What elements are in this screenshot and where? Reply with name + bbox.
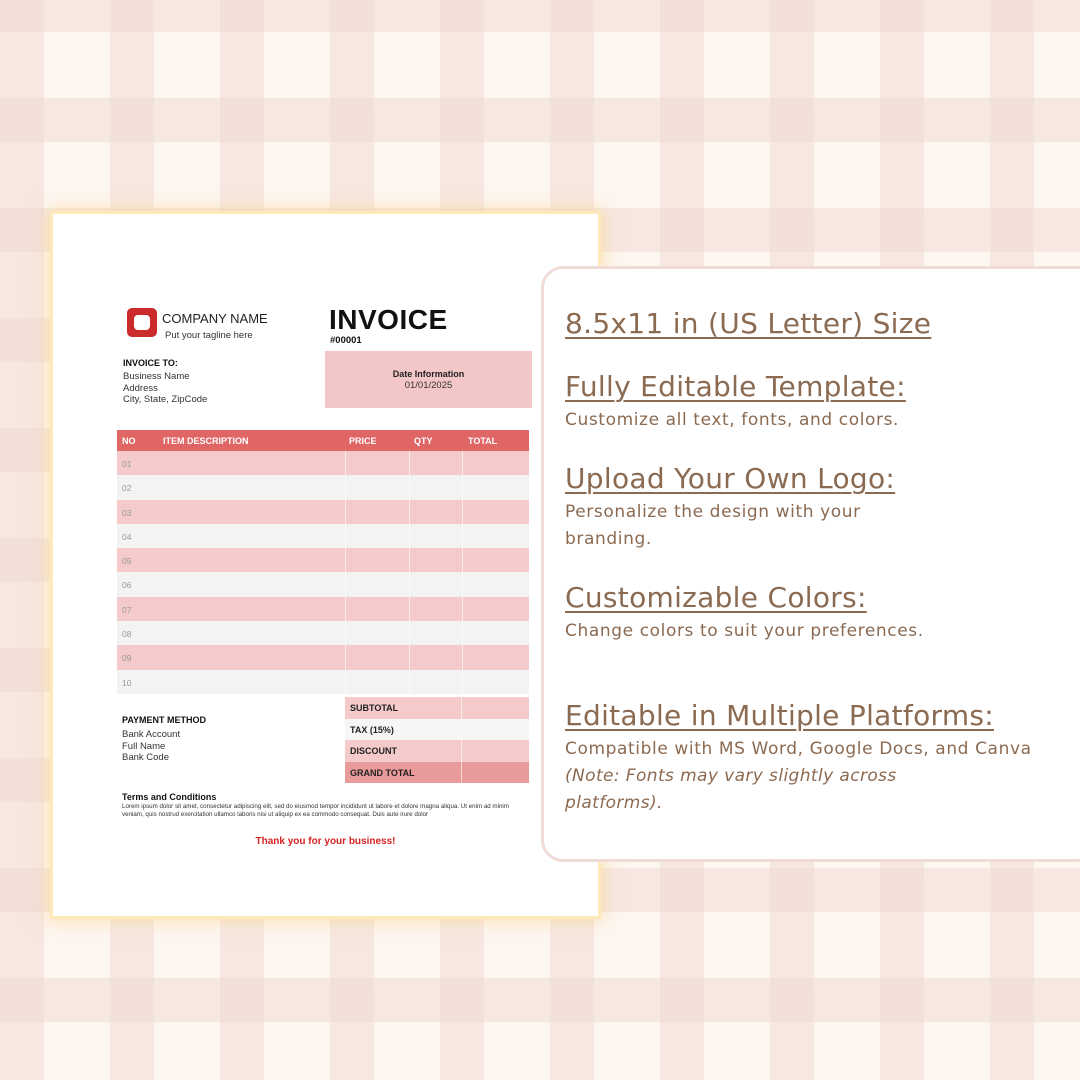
feature-logo-title: Upload Your Own Logo: xyxy=(565,462,896,495)
table-row xyxy=(117,572,529,596)
row-number: 05 xyxy=(122,556,132,567)
terms-label: Terms and Conditions xyxy=(122,792,217,802)
table-row xyxy=(117,621,529,645)
table-row xyxy=(117,500,529,524)
payment-method-label: PAYMENT METHOD xyxy=(122,715,207,725)
feature-size xyxy=(565,307,1075,341)
grand-total-row xyxy=(345,762,529,784)
table-row xyxy=(117,451,529,475)
feature-platforms-title: Editable in Multiple Platforms: xyxy=(565,699,995,732)
company-logo-icon xyxy=(127,308,157,337)
table-row xyxy=(117,597,529,621)
grand-total-label: GRAND TOTAL xyxy=(350,767,415,778)
table-row xyxy=(117,548,529,572)
col-qty: QTY xyxy=(414,436,433,446)
row-number: 10 xyxy=(122,677,132,688)
payment-full-name: Full Name xyxy=(122,741,166,752)
feature-logo-desc: Personalize the design with your branding. xyxy=(565,502,861,549)
items-table xyxy=(117,430,529,694)
invoice-template-preview xyxy=(53,214,598,916)
features-card xyxy=(541,266,1080,862)
table-row xyxy=(117,475,529,499)
row-number: 06 xyxy=(122,580,132,591)
invoice-to-business: Business Name xyxy=(123,371,190,382)
feature-colors-title: Customizable Colors: xyxy=(565,581,867,614)
table-row xyxy=(117,645,529,669)
invoice-number: #00001 xyxy=(330,335,362,346)
col-item-description: ITEM DESCRIPTION xyxy=(163,436,249,446)
discount-row xyxy=(345,740,529,762)
terms-text: Lorem ipsum dolor sit amet, consectetur adipiscing elit, sed do eiusmod tempor incididunt ut labore et dolore magna aliqua. Ut enim ad minim veniam, quis nostrud exercitation ullamco laboris nisi ut aliquip ex ea commodo consequat. Duis aute irure dolor xyxy=(122,803,509,819)
date-information-box xyxy=(325,351,532,408)
col-total: TOTAL xyxy=(468,436,498,446)
row-number: 07 xyxy=(122,604,132,615)
row-number: 01 xyxy=(122,459,132,469)
feature-logo xyxy=(565,462,1075,553)
invoice-to-address: Address xyxy=(123,383,158,394)
invoice-title: INVOICE xyxy=(329,304,448,335)
feature-editable-title: Fully Editable Template: xyxy=(565,370,906,403)
row-number: 09 xyxy=(122,653,132,664)
subtotal-row xyxy=(345,697,529,719)
company-tagline: Put your tagline here xyxy=(165,330,253,341)
feature-platforms-desc: Compatible with MS Word, Google Docs, and Canva xyxy=(565,739,1032,759)
row-number: 04 xyxy=(122,531,132,542)
discount-label: DISCOUNT xyxy=(350,746,397,756)
subtotal-label: SUBTOTAL xyxy=(350,703,399,713)
feature-platforms-note: (Note: Fonts may vary slightly across platforms). xyxy=(565,766,897,813)
invoice-to-city: City, State, ZipCode xyxy=(123,394,208,405)
table-header xyxy=(117,430,529,451)
feature-editable xyxy=(565,370,1075,434)
payment-bank-code: Bank Code xyxy=(122,752,170,763)
col-price: PRICE xyxy=(349,436,377,446)
company-name: COMPANY NAME xyxy=(162,311,268,326)
date-label: Date Information xyxy=(392,369,465,379)
row-number: 08 xyxy=(122,629,132,640)
feature-colors xyxy=(565,581,1075,645)
feature-platforms xyxy=(565,699,1075,817)
payment-bank-account: Bank Account xyxy=(122,729,181,740)
table-row xyxy=(117,670,529,694)
col-no: NO xyxy=(122,436,136,446)
date-value: 01/01/2025 xyxy=(404,380,453,391)
row-number: 03 xyxy=(122,507,132,518)
feature-colors-desc: Change colors to suit your preferences. xyxy=(565,621,924,641)
table-row xyxy=(117,524,529,548)
tax-label: TAX (15%) xyxy=(350,724,394,735)
totals-table xyxy=(345,697,529,783)
tax-row xyxy=(345,719,529,741)
invoice-to-label: INVOICE TO: xyxy=(123,358,178,368)
feature-editable-desc: Customize all text, fonts, and colors. xyxy=(565,410,900,430)
row-number: 02 xyxy=(122,483,132,494)
feature-size-title: 8.5x11 in (US Letter) Size xyxy=(565,307,932,340)
thank-you-note: Thank you for your business! xyxy=(255,836,396,847)
